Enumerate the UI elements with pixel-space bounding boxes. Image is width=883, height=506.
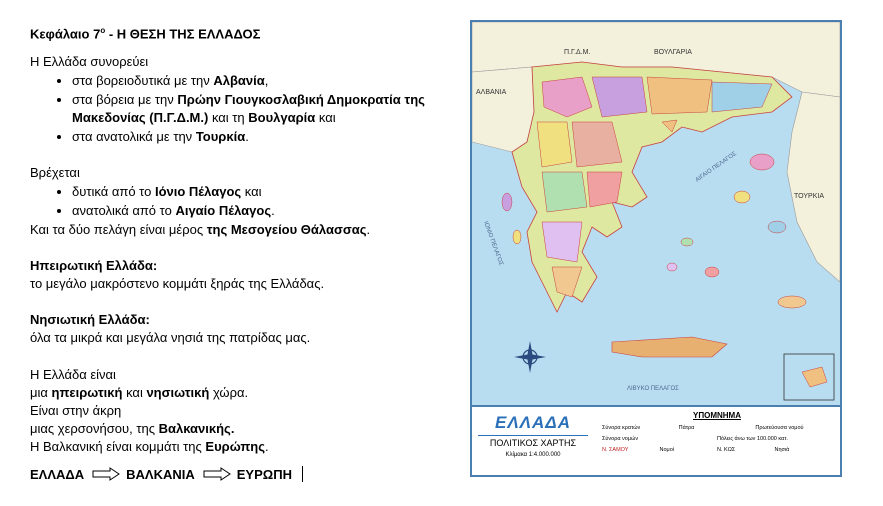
legend-subtitle: ΠΟΛΙΤΙΚΟΣ ΧΑΡΤΗΣ	[478, 435, 588, 448]
map-legend	[470, 405, 842, 477]
mainland-text: το μεγάλο μακρόστενο κομμάτι ξηράς της Ελλάδας.	[30, 276, 325, 292]
legend-row: Σύνορα νομών Πόλεις άνω των 100.000 κατ.	[602, 436, 788, 442]
greece-political-map	[470, 20, 842, 408]
chapter-title: Κεφάλαιο $7^o$ - Η ΘΕΣΗ ΤΗΣ ΕΛΛΑΔΟΣ	[30, 26, 261, 42]
label-fyrom: Π.Γ.Δ.Μ.	[564, 49, 591, 56]
label-turkey: ΤΟΥΡΚΙΑ	[794, 193, 824, 200]
summary-line-5: Η Βαλκανική είναι κομμάτι της Ευρώπης.	[30, 439, 269, 455]
label-bulgaria: ΒΟΥΛΓΑΡΙΑ	[654, 49, 692, 56]
borders-intro: Η Ελλάδα συνορεύει	[30, 54, 149, 70]
flow-balkans: ΒΑΛΚΑΝΙΑ	[126, 466, 195, 482]
island-text: όλα τα μικρά και μεγάλα νησιά της πατρίδας μας.	[30, 330, 311, 346]
flow-europe: ΕΥΡΩΠΗ	[236, 466, 292, 482]
arrow-right-icon	[203, 467, 231, 481]
mainland-heading: Ηπειρωτική Ελλάδα:	[30, 258, 158, 274]
list-item: • στα βόρεια με την Πρώην Γιουγκοσλαβική Δημοκρατία της Μακεδονίας (Π.Γ.Δ.Μ.) και τη Βουλγαρία και	[72, 91, 450, 127]
legend-heading: ΥΠΟΜΝΗΜΑ	[693, 411, 741, 420]
summary-line-2: μια ηπειρωτική και νησιωτική χώρα.	[30, 385, 249, 401]
legend-row: Ν. ΣΑΜΟΥ Νομοί Ν. ΚΩΣ Νησιά	[602, 447, 790, 453]
summary-line-1: Η Ελλάδα είναι	[30, 367, 116, 383]
map-graphic	[472, 22, 840, 406]
legend-title: ΕΛΛΑΔΑ	[495, 413, 571, 432]
arrow-right-icon	[92, 467, 120, 481]
compass-icon	[514, 341, 546, 373]
legend-scale: Κλίμακα 1:4.000.000	[505, 452, 561, 458]
borders-list	[30, 72, 450, 146]
label-ionian: ΙΟΝΙΟ ΠΕΛΑΓΟΣ	[482, 220, 504, 267]
seas-mediterranean: Και τα δύο πελάγη είναι μέρος της Μεσογείου Θάλασσας.	[30, 222, 371, 238]
hierarchy-flow	[30, 466, 303, 482]
summary-line-4: μιας χερσονήσου, της Βαλκανικής.	[30, 421, 235, 437]
list-item: • δυτικά από το Ιόνιο Πέλαγος και	[72, 183, 450, 201]
list-item: • στα βορειοδυτικά με την Αλβανία,	[72, 72, 450, 90]
island-heading: Νησιωτική Ελλάδα:	[30, 312, 150, 328]
flow-greece: ΕΛΛΑΔΑ	[30, 466, 85, 482]
label-albania: ΑΛΒΑΝΙΑ	[476, 89, 507, 96]
summary-line-3: Είναι στην άκρη	[30, 403, 122, 419]
label-libyan: ΛΙΒΥΚΟ ΠΕΛΑΓΟΣ	[627, 386, 679, 392]
legend-title-block	[478, 413, 588, 467]
list-item: • στα ανατολικά με την Τουρκία.	[72, 128, 450, 146]
list-item: • ανατολικά από το Αιγαίο Πέλαγος.	[72, 202, 450, 220]
label-aegean: ΑΙΓΑΙΟ ΠΕΛΑΓΟΣ	[694, 150, 738, 184]
lesson-text	[30, 22, 450, 456]
legend-row: Σύνορα κρατών Πάτρα Πρωτεύουσα νομού	[602, 425, 804, 431]
seas-intro: Βρέχεται	[30, 165, 80, 181]
legend-key	[602, 411, 832, 471]
text-cursor	[302, 466, 303, 482]
seas-list	[30, 183, 450, 220]
